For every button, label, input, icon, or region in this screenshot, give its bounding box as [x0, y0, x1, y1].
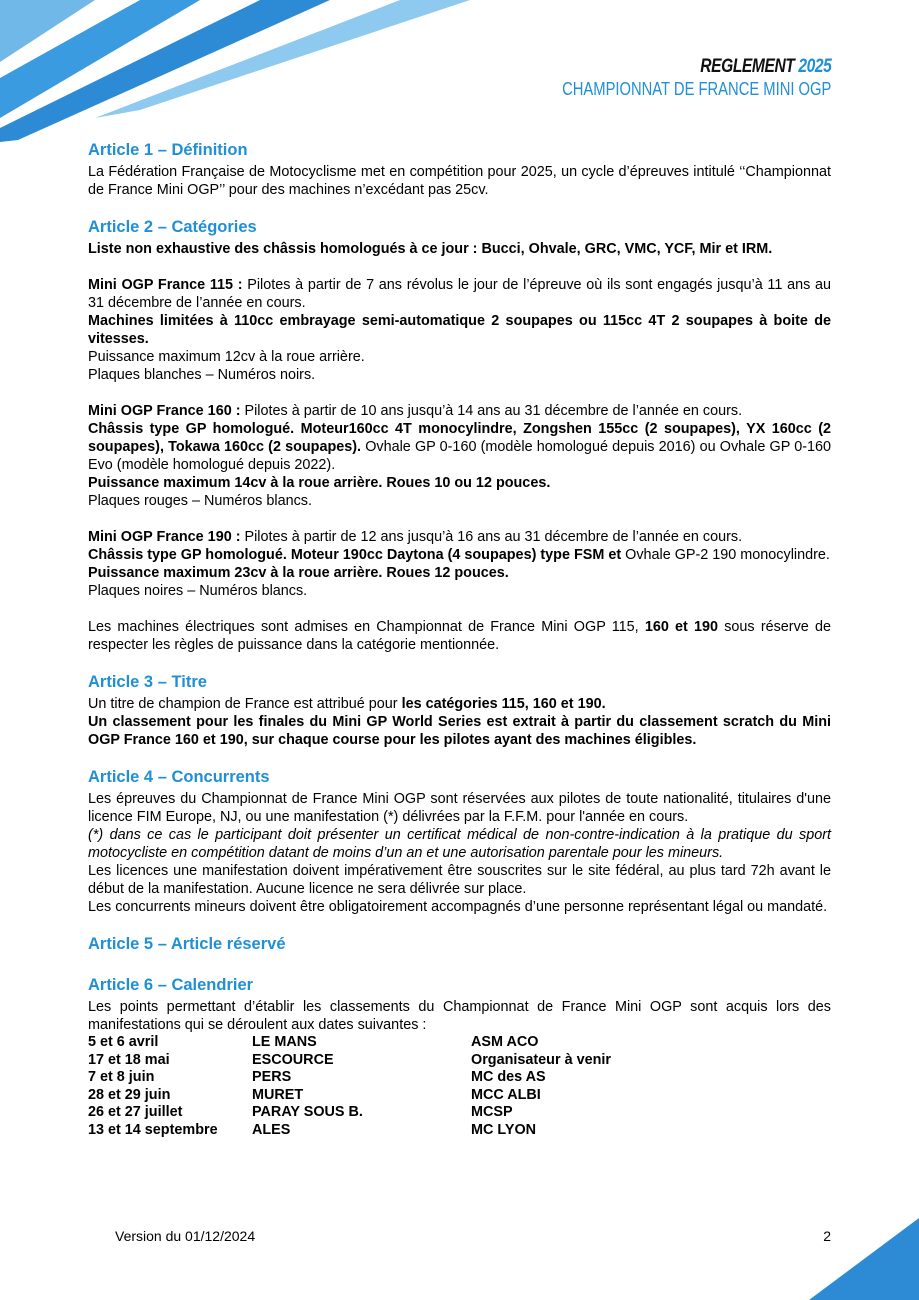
calendar-date: 13 et 14 septembre — [88, 1121, 218, 1138]
top-left-stripes-decoration — [0, 0, 480, 145]
calendar-date: 5 et 6 avril — [88, 1034, 159, 1050]
calendar-organizer: MC LYON — [471, 1121, 537, 1138]
category-190-power: Puissance maximum 23cv à la roue arrière. Roues 12 pouces. — [88, 565, 509, 581]
category-115-text: Pilotes à partir de 7 ans révolus le jour de l’épreuve où ils sont engagés jusqu’à 11 ans au 31 décembre de l’année en cours. — [88, 277, 831, 311]
calendar-place: PERS — [252, 1069, 292, 1086]
category-115-label: Mini OGP France 115 : — [88, 277, 243, 293]
calendar-place: ALES — [252, 1121, 291, 1138]
article-4-p1: Les épreuves du Championnat de France Mini OGP sont réservées aux pilotes de toute nationalité, titulaires d'une licence FIM Europe, NJ, ou une manifestation (*) délivrées par la F.F.M. pour l'année en cours. — [88, 791, 831, 825]
header-subtitle: CHAMPIONNAT DE FRANCE MINI OGP — [561, 79, 831, 99]
electric-machines-paragraph — [88, 618, 831, 654]
electric-text-b: 160 et 190 — [644, 619, 719, 635]
category-160-label: Mini OGP France 160 : — [88, 403, 241, 419]
calendar-table — [88, 1034, 831, 1140]
calendar-date: 17 et 18 mai — [88, 1051, 170, 1068]
category-190-chassis-text: Ovhale GP-2 190 monocylindre. — [621, 547, 830, 563]
document-body — [88, 140, 831, 1140]
calendar-date: 7 et 8 juin — [88, 1069, 155, 1086]
category-160-text: Pilotes à partir de 10 ans jusqu’à 14 ans au 31 décembre de l’année en cours. — [240, 403, 743, 419]
article-1-text: La Fédération Française de Motocyclisme met en compétition pour 2025, un cycle d’épreuves intitulé ‘‘Championnat de France Mini OGP’’ pour des machines n’excédant pas 25cv. — [88, 164, 831, 198]
category-190-label: Mini OGP France 190 : — [88, 529, 241, 545]
category-190-text: Pilotes à partir de 12 ans jusqu’à 16 ans au 31 décembre de l’année en cours. — [240, 529, 743, 545]
category-160-chassis-text: Ovhale GP 0-160 (modèle homologué depuis 2016) ou Ovhale GP 0-160 Evo (modèle homologué depuis 2022). — [88, 439, 831, 473]
article-3-text-c: Un classement pour les finales du Mini GP World Series est extrait à partir du classement scratch du Mini OGP France 160 et 190, sur chaque course pour les pilotes ayant des machines éligibles. — [88, 714, 831, 748]
version-label: Version du 01/12/2024 — [115, 1228, 256, 1244]
article-6-text: Les points permettant d’établir les classements du Championnat de France Mini OGP sont acquis lors des manifestations qui se déroulent aux dates suivantes : — [88, 999, 831, 1033]
article-4-p2: (*) dans ce cas le participant doit présenter un certificat médical de non-contre-indication à la pratique du sport motocycliste en compétition datant de moins d’un an et une autorisation parentale pour les mineurs. — [88, 827, 831, 861]
electric-text-c: sous réserve de respecter les règles de puissance dans la catégorie mentionnée. — [88, 619, 831, 653]
header-title: REGLEMENT — [699, 56, 795, 77]
article-2-title: Article 2 – Catégories — [88, 218, 257, 236]
calendar-date: 28 et 29 juin — [88, 1086, 171, 1103]
calendar-organizer: MC des AS — [471, 1069, 546, 1086]
category-115-power: Puissance maximum 12cv à la roue arrière. — [88, 349, 365, 365]
category-115-plates: Plaques blanches – Numéros noirs. — [88, 367, 316, 383]
category-160-plates: Plaques rouges – Numéros blancs. — [88, 493, 312, 509]
category-190-chassis: Châssis type GP homologué. Moteur 190cc Daytona (4 soupapes) type FSM et — [88, 547, 622, 563]
category-190-plates: Plaques noires – Numéros blancs. — [88, 583, 308, 599]
electric-text-a: Les machines électriques sont admises en Championnat de France Mini OGP 115, — [88, 619, 645, 635]
calendar-date: 26 et 27 juillet — [88, 1104, 183, 1121]
category-160-chassis: Châssis type GP homologué. Moteur160cc 4T monocylindre, Zongshen 155cc (2 soupapes), YX 160cc (2 soupapes), Tokawa 160cc (2 soupapes). — [88, 421, 831, 455]
page-number: 2 — [823, 1228, 831, 1244]
category-160-power: Puissance maximum 14cv à la roue arrière. Roues 10 ou 12 pouces. — [88, 475, 551, 491]
chassis-list: Liste non exhaustive des châssis homologués à ce jour : Bucci, Ohvale, GRC, VMC, YCF, Mir et IRM. — [88, 241, 773, 257]
article-3-text-a: Un titre de champion de France est attribué pour — [88, 696, 402, 712]
article-4-title: Article 4 – Concurrents — [88, 768, 270, 786]
document-header — [503, 56, 831, 100]
calendar-place: PARAY SOUS B. — [252, 1104, 363, 1121]
article-4-p3: Les licences une manifestation doivent impérativement être souscrites sur le site fédéral, au plus tard 72h avant le début de la manifestation. Aucune licence ne sera délivrée sur place. — [88, 863, 831, 897]
page-footer — [115, 1228, 831, 1244]
article-3-title: Article 3 – Titre — [88, 673, 207, 691]
category-115-machines: Machines limitées à 110cc embrayage semi-automatique 2 soupapes ou 115cc 4T 2 soupapes à boite de vitesses. — [88, 313, 831, 347]
article-4-p4: Les concurrents mineurs doivent être obligatoirement accompagnés d’une personne représentant légal ou mandaté. — [88, 899, 828, 915]
calendar-place: LE MANS — [252, 1034, 317, 1050]
calendar-place: ESCOURCE — [252, 1051, 334, 1068]
calendar-place: MURET — [252, 1086, 304, 1103]
header-year: 2025 — [797, 56, 831, 77]
calendar-organizer: MCSP — [471, 1104, 513, 1121]
article-6-title: Article 6 – Calendrier — [88, 976, 254, 994]
article-3-text-b: les catégories 115, 160 et 190. — [401, 696, 606, 712]
calendar-organizer: MCC ALBI — [471, 1086, 541, 1103]
article-1-title: Article 1 – Définition — [88, 141, 248, 159]
article-5-title: Article 5 – Article réservé — [88, 935, 286, 953]
calendar-organizer: Organisateur à venir — [471, 1051, 611, 1068]
calendar-organizer: ASM ACO — [471, 1034, 539, 1050]
